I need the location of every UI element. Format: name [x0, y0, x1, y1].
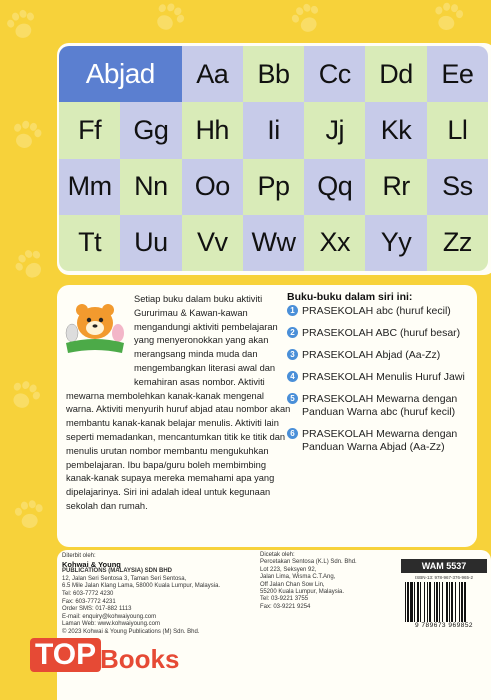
publisher-line: 12, Jalan Seri Sentosa 3, Taman Seri Sentosa, [62, 575, 187, 582]
letter-cell: Ll [427, 102, 488, 158]
description-text: Setiap buku dalam buku aktiviti Gururimau & Kawan-kawan mengandungi aktiviti pembelajaran yang menyeronokkan yang akan merangsang minda muda dan mengembangkan literasi awal dan kemahiran asas nombor. Aktiviti mewarna membolehkan kanak-kanak mengenal warna. Aktiviti menyurih huruf abjad atau nombor akan membantu kanak-kanak belajar menulis. Aktiviti lain seperti memadankan, mencantumkan titik ke titik dan menulis urutan nombor membantu mengukuhkan pembelajaran. Ibu bapa/guru boleh membimbing kanak-kanak supaya mereka memahami apa yang dipelajarinya. Siri ini adalah ideal untuk kegunaan sekolah dan rumah. [66, 294, 291, 511]
series-item [287, 393, 477, 419]
publisher-line: © 2023 Kohwai & Young Publications (M) Sdn. Bhd. [62, 628, 200, 635]
letter-cell: Mm [59, 159, 120, 215]
barcode-icon [401, 582, 487, 622]
letter-cell: Rr [365, 159, 426, 215]
letter-cell: Bb [243, 46, 304, 102]
series-list [287, 305, 477, 463]
series-number-badge: 2 [287, 327, 298, 338]
letter-cell: Tt [59, 215, 120, 271]
series-number-badge: 3 [287, 349, 298, 360]
series-item [287, 371, 477, 384]
barcode-number: 9 789673 969852 [414, 622, 474, 629]
letter-cell: Qq [304, 159, 365, 215]
letter-cell: Vv [182, 215, 243, 271]
publisher-line: Tel: 603-7772 4230 [62, 590, 114, 597]
abjad-title: Abjad [59, 46, 182, 102]
letter-cell: Xx [304, 215, 365, 271]
printer-line: 55200 Kuala Lumpur, Malaysia. [260, 589, 345, 596]
series-item [287, 428, 477, 454]
series-item-label: PRASEKOLAH Menulis Huruf Jawi [302, 371, 465, 383]
topbooks-watermark [30, 638, 180, 696]
letter-cell: Aa [182, 46, 243, 102]
letter-cell: Ww [243, 215, 304, 271]
series-number-badge: 1 [287, 305, 298, 316]
printer-line: Percetakan Sentosa (K.L) Sdn. Bhd. [260, 559, 357, 566]
series-item-label: PRASEKOLAH abc (huruf kecil) [302, 305, 451, 317]
printer-line: Jalan Lima, Wisma C.T.Ang, [260, 574, 336, 581]
publisher-line: Order SMS: 017-882 1113 [62, 606, 132, 613]
letter-cell: Pp [243, 159, 304, 215]
letter-cell: Ee [427, 46, 488, 102]
letter-cell: Hh [182, 102, 243, 158]
letter-cell: Zz [427, 215, 488, 271]
series-item-label: PRASEKOLAH Mewarna dengan Panduan Warna Abjad (Aa-Zz) [302, 428, 458, 453]
series-item [287, 305, 477, 318]
printer-line: Lot 223, Seksyen 92, [260, 566, 317, 573]
series-number-badge: 6 [287, 428, 298, 439]
printer-line: Tel: 03-9221 3755 [260, 596, 309, 603]
series-item-label: PRASEKOLAH Abjad (Aa-Zz) [302, 349, 441, 361]
publisher-brand: Kohwai & Young [62, 559, 121, 569]
letter-cell: Gg [120, 102, 181, 158]
printer-info [260, 552, 400, 611]
series-number-badge: 4 [287, 371, 298, 382]
publisher-line: 6.5 Mile Jalan Klang Lama, 58000 Kuala Lumpur, Malaysia. [62, 583, 221, 590]
letter-cell: Cc [304, 46, 365, 102]
publisher-label: Diterbit oleh: [62, 553, 96, 559]
watermark-books: Books [100, 644, 180, 674]
series-item [287, 349, 477, 362]
letter-cell: Kk [365, 102, 426, 158]
printer-label: Dicetak oleh: [260, 552, 295, 558]
publisher-line: Laman Web: www.kohwaiyoung.com [62, 621, 160, 628]
series-item-label: PRASEKOLAH ABC (huruf besar) [302, 327, 461, 339]
printer-line: Fax: 03-9221 9254 [260, 603, 311, 610]
product-code: WAM 5537 [401, 559, 487, 573]
letter-cell: Nn [120, 159, 181, 215]
series-number-badge: 5 [287, 393, 298, 404]
alphabet-grid [59, 46, 488, 271]
letter-cell: Jj [304, 102, 365, 158]
letter-cell: Ss [427, 159, 488, 215]
series-item-label: PRASEKOLAH Mewarna dengan Panduan Warna abc (huruf kecil) [302, 393, 458, 418]
printer-line: Off Jalan Chan Sow Lin, [260, 581, 325, 588]
letter-cell: Ii [243, 102, 304, 158]
series-title: Buku-buku dalam siri ini: [287, 291, 413, 303]
letter-cell: Oo [182, 159, 243, 215]
watermark-top: TOP [30, 638, 101, 672]
publisher-company: PUBLICATIONS (MALAYSIA) SDN BHD [62, 568, 173, 575]
publisher-line: E-mail: enquiry@kohwaiyoung.com [62, 613, 157, 620]
isbn-label: ISBN-13: 978-967-376-965-2 [414, 575, 474, 580]
letter-cell: Uu [120, 215, 181, 271]
publisher-line: Fax: 603-7772 4231 [62, 598, 116, 605]
letter-cell: Dd [365, 46, 426, 102]
series-item [287, 327, 477, 340]
letter-cell: Yy [365, 215, 426, 271]
letter-cell: Ff [59, 102, 120, 158]
publisher-info [62, 553, 237, 637]
